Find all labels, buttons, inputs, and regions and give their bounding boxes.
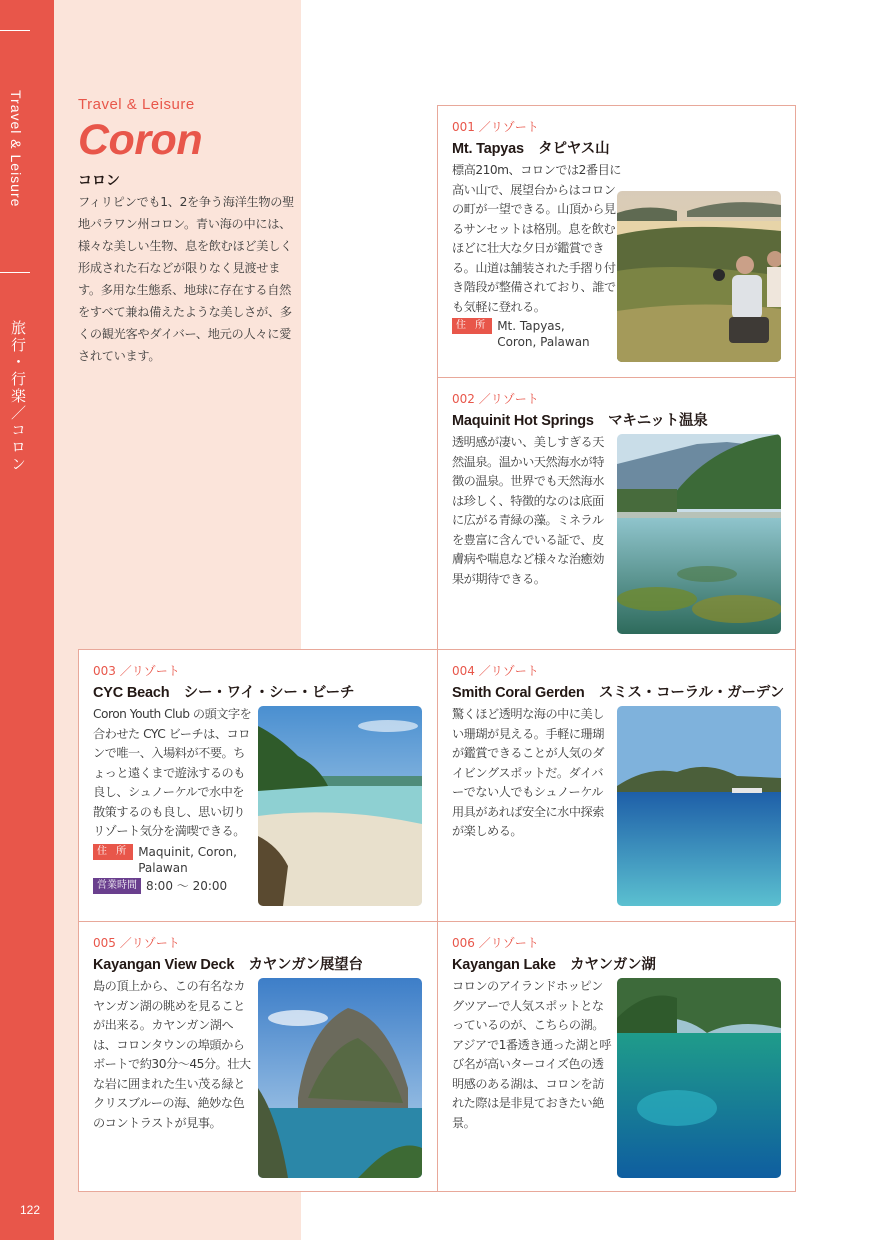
address-value: Mt. Tapyas, Coron, Palawan [497,319,590,350]
spot-photo-kayangan-lake [617,978,781,1178]
spot-photo-maquinit-hot-springs [617,434,781,634]
spot-title: Kayangan View Deck カヤンガン展望台 [93,957,363,973]
spot-card-smith-coral-garden [437,649,796,922]
spot-title: Mt. Tapyas タピヤス山 [452,141,610,157]
side-tab [0,0,54,1240]
spot-card-maquinit-hot-springs [437,377,796,650]
spot-card-kayangan-lake [437,921,796,1192]
spot-photo-cyc-beach [258,706,422,906]
page-number: 122 [20,1203,41,1217]
spot-photo-kayangan-view-deck [258,978,422,1178]
side-section-jp: 旅行・行楽／コロン [9,320,27,473]
hours-tag: 営業時間 [93,878,141,894]
spot-description: 透明感が凄い、美しすぎる天然温泉。温かい天然海水が特徴の温泉。世界でも天然海水は珍しく、特徴的なのは底面に広がる青緑の藻。ミネラルを豊富に含んでいる証で、皮膚病や喘息など様々な治癒効果が期待できる。 [452,435,604,586]
spot-title: Maquinit Hot Springs マキニット温泉 [452,413,708,429]
spot-number: 005 ／リゾート [93,936,180,950]
spot-number: 006 ／リゾート [452,936,539,950]
spot-description: 標高210m、コロンでは2番目に高い山で、展望台からはコロンの町が一望できる。山頂から見るサンセットは格別。息を飲むほどに壮大な夕日が鑑賞できる。山道は舗装された手摺り付き階段が整備されており、誰でも気軽に登れる。 [452,163,621,314]
spot-description: Coron Youth Club の頭文字を合わせた CYC ビーチは、コロンで唯一、入場料が不要。ちょっと遠くまで遊泳するのも良し、シュノーケルで水中を散策するのも良し、思い切りリゾート気分を満喫できる。 [93,707,252,839]
address-tag: 住 所 [93,844,133,860]
spot-description: 驚くほど透明な海の中に美しい珊瑚が見える。手軽に珊瑚が鑑賞できることが人気のダイビングスポットだ。ダイバーでない人でもシュノーケル用具があれば安全に水中探索が楽しめる。 [452,707,604,839]
side-rule-middle [0,272,30,273]
address-value: Maquinit, Coron, Palawan [138,845,237,876]
spot-title: Smith Coral Gerden スミス・コーラル・ガーデン [452,685,785,701]
spot-description: コロンのアイランドホッピングツアーで人気スポットとなっているのが、こちらの湖。アジアで1番透き通った湖と呼び名が高いターコイズ色の透明感のある湖は、コロンを訪れた際は是非見ておきたい絶景。 [452,979,612,1130]
spot-description: 島の頂上から、この有名なカヤンガン湖の眺めを見ることが出来る。カヤンガン湖へは、コロンタウンの埠頭からボートで約30分〜45分。壮大な岩に囲まれた生い茂る緑とクリスブルーの海、絶妙な色のコントラストが見事。 [93,979,251,1130]
spot-photo-mt-tapyas [617,191,781,362]
spot-card-kayangan-view-deck [78,921,438,1192]
spot-title: CYC Beach シー・ワイ・シー・ビーチ [93,685,355,701]
page-title: Coron [78,116,203,164]
spot-info [452,318,607,352]
intro-body: フィリピンでも1、2を争う海洋生物の聖地パラワン州コロン。青い海の中には、様々な美しい生物、息を飲むほど美しく形成された石などが限りなく見渡せます。多用な生態系、地球に存在する自然をすべて兼ね備えたような美しさが、多くの観光客やダイバー、地元の人々に愛されています。 [78,195,295,363]
spot-number: 001 ／リゾート [452,120,539,134]
spot-number: 003 ／リゾート [93,664,180,678]
intro-section-label: Travel & Leisure [78,96,195,113]
spot-card-cyc-beach [78,649,438,922]
spot-card-mt-tapyas [437,105,796,378]
side-section-en: Travel & Leisure [8,90,24,208]
side-rule-top [0,30,30,31]
spot-number: 002 ／リゾート [452,392,539,406]
page-title-kana: コロン [78,173,120,190]
hours-value: 8:00 〜 20:00 [146,879,228,894]
intro [78,96,296,368]
address-tag: 住 所 [452,318,492,334]
spot-info [93,844,238,897]
spot-number: 004 ／リゾート [452,664,539,678]
spot-photo-smith-coral-garden [617,706,781,906]
spot-title: Kayangan Lake カヤンガン湖 [452,957,656,973]
